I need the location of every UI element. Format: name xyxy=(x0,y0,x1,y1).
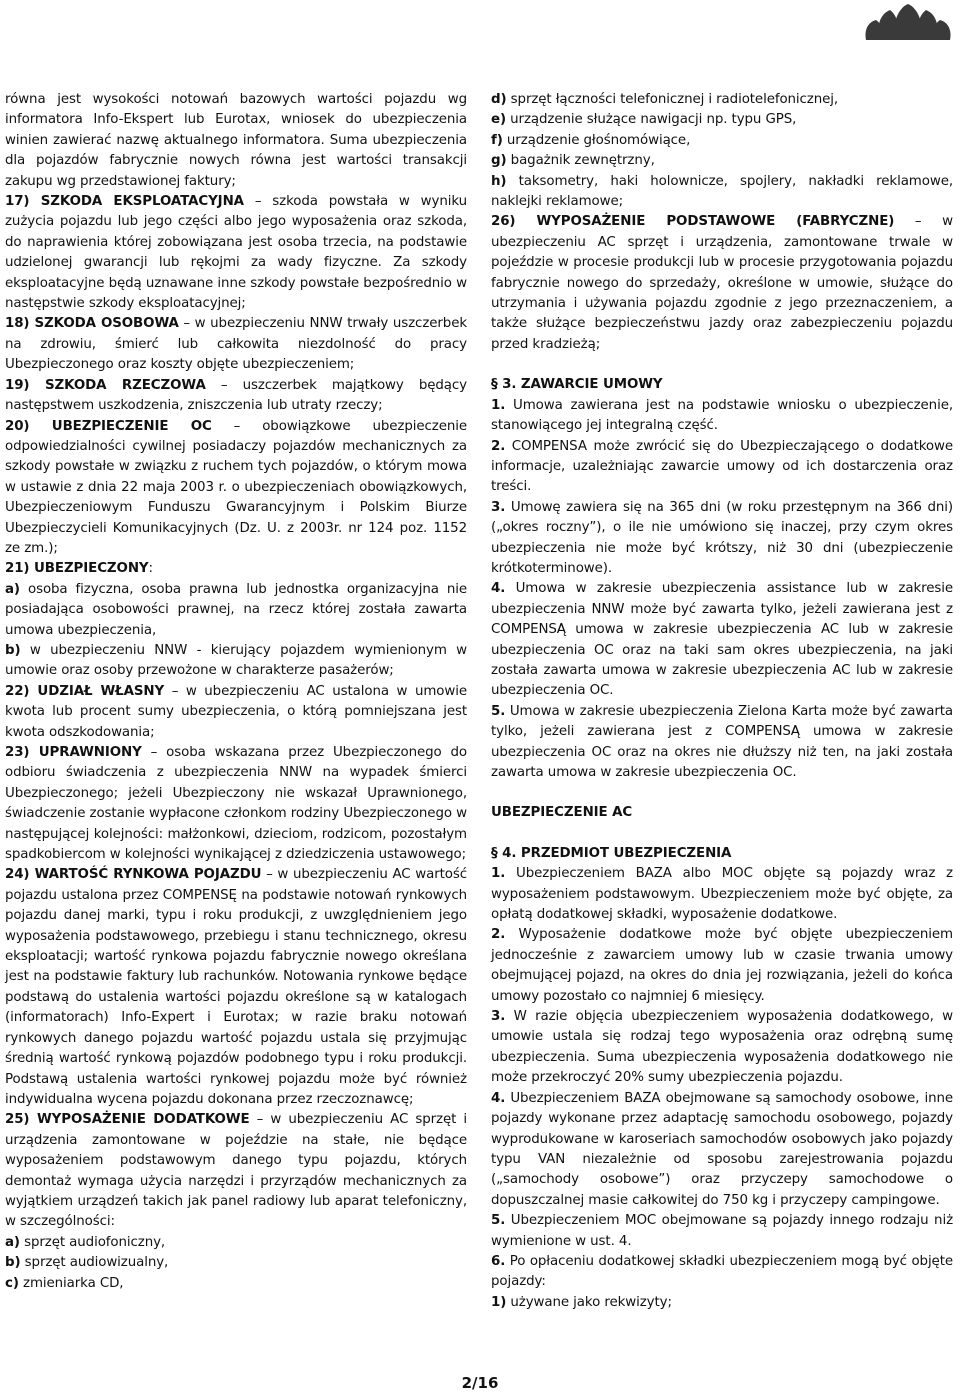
paragraph-text: – osoba wskazana przez Ubezpieczonego do odbioru świadczenia z ubezpieczenia NNW na wypadek śmierci Ubezpieczonego; jeżeli Ubezpieczony nie wskazał Uprawnionego, świadczenie zostanie wypłacone członkom rodziny Ubezpieczonego w następującej kolejności: małżonkowi, dzieciom, rodzicom, pozostałym spadkobiercom w kolejności wynikającej z dziedziczenia ustawowego; xyxy=(5,745,467,863)
paragraph-label: 3. xyxy=(491,499,506,515)
paragraph-text: bagażnik zewnętrzny, xyxy=(506,153,655,169)
paragraph-text: Po opłaceniu dodatkowej składki ubezpieczeniem mogą być objęte pojazdy: xyxy=(491,1253,953,1290)
paragraph-text: – uszczerbek majątkowy będący następstwem uszkodzenia, zniszczenia lub utraty rzeczy; xyxy=(5,377,467,414)
paragraph-text: w ubezpieczeniu NNW - kierujący pojazdem wymienionym w umowie oraz osoby przewożone w charakterze pasażerów; xyxy=(5,642,467,679)
paragraph-label: f) xyxy=(491,132,503,148)
paragraph-text: Ubezpieczeniem MOC obejmowane są pojazdy innego rodzaju niż wymienione w ust. 4. xyxy=(491,1213,953,1249)
paragraph xyxy=(491,437,953,498)
paragraph xyxy=(491,1089,953,1211)
section-heading: § 3. ZAWARCIE UMOWY xyxy=(491,377,663,393)
paragraph-label: b) xyxy=(5,1255,21,1271)
paragraph xyxy=(491,151,953,171)
paragraph-text: W razie objęcia ubezpieczeniem wyposażenia dodatkowego, w umowie ustala się rodzaj tego wyposażenia oraz odrębną sumę ubezpieczenia. Suma ubezpieczenia wyposażenia dodatkowego nie może przekroczyć 20% sumy ubezpieczenia pojazdu. xyxy=(491,1009,953,1086)
paragraph-text: zmieniarka CD, xyxy=(18,1275,124,1291)
paragraph-text: równa jest wysokości notowań bazowych wartości pojazdu wg informatora Info-Ekspert lub Eurotax, wniosek do ubezpieczenia winien zawierać nazwę aktualnego informatora. Suma ubezpieczenia dla pojazdów fabrycznie nowych równa jest wartości transakcji zakupu wg przedstawionej faktury; xyxy=(5,92,467,189)
paragraph xyxy=(5,1274,467,1294)
paragraph-label: e) xyxy=(491,112,507,128)
paragraph xyxy=(491,212,953,355)
paragraph xyxy=(5,417,467,560)
paragraph xyxy=(5,376,467,417)
paragraph xyxy=(491,131,953,151)
fan-shell-logo-icon xyxy=(862,0,954,42)
paragraph-label: 22) UDZIAŁ WŁASNY xyxy=(5,683,165,699)
paragraph-label: 1. xyxy=(491,866,506,882)
paragraph xyxy=(491,925,953,1007)
paragraph-text: Ubezpieczeniem BAZA albo MOC objęte są pojazdy wraz z wyposażeniem podstawowym. Ubezpieczeniem może być objęte, za opłatą dodatkowej składki, wyposażenie dodatkowe. xyxy=(491,866,953,923)
paragraph xyxy=(5,192,467,314)
paragraph xyxy=(491,1293,953,1313)
paragraph-label: 6. xyxy=(491,1253,506,1269)
paragraph-text: sprzęt audiowizualny, xyxy=(20,1255,169,1271)
spacer xyxy=(491,783,953,803)
paragraph xyxy=(491,1007,953,1089)
paragraph xyxy=(5,1233,467,1253)
paragraph xyxy=(5,1110,467,1232)
paragraph xyxy=(491,702,953,784)
paragraph-text: – obowiązkowe ubezpieczenie odpowiedzialności cywilnej posiadaczy pojazdów mechanicznych za szkody powstałe w związku z ruchem tych pojazdów, o którym mowa w ustawie z dnia 22 maja 2003 r. o ubezpieczeniach obowiązkowych, Ubezpieczeniowym Funduszu Gwarancyjnym i Polskim Biurze Ubezpieczycieli Komunikacyjnych (Dz. U. z 2003r. nr 124 poz. 1152 ze zm.); xyxy=(5,418,467,556)
paragraph-label: d) xyxy=(491,92,507,107)
paragraph-label: 17) SZKODA EKSPLOATACYJNA xyxy=(5,194,244,210)
paragraph-label: 21) UBEZPIECZONY xyxy=(5,561,149,577)
paragraph xyxy=(5,580,467,641)
paragraph-text: Ubezpieczeniem BAZA obejmowane są samochody osobowe, inne pojazdy wykonane przez adaptację samochodu osobowego, pojazdy wyprodukowane w karoseriach samochodów osobowych jako pojazdy typu VAN niezależnie od sposobu zarejestrowania pojazdu („samochody osobowe”) oraz przyczepy samochodowe o dopuszczalnej masie całkowitej do 750 kg i przyczepy campingowe. xyxy=(491,1090,953,1208)
paragraph-text: sprzęt audiofoniczny, xyxy=(19,1234,166,1250)
paragraph xyxy=(5,682,467,743)
left-column xyxy=(5,90,467,1294)
paragraph-text: Wyposażenie dodatkowe może być objęte ubezpieczeniem jednocześnie z zawarciem umowy lub w czasie trwania umowy obejmującej pojazd, na okres do dnia jej rozwiązania, jeżeli do końca umowy pozostało co najmniej 6 miesięcy. xyxy=(491,927,953,1004)
paragraph-text: Umowa zawierana jest na podstawie wniosku o ubezpieczenie, stanowiącego jej integralną część. xyxy=(491,397,953,434)
paragraph xyxy=(491,1252,953,1293)
paragraph-text: – szkoda powstała w wyniku zużycia pojazdu lub jego części albo jego wyposażenia oraz szkoda, do naprawienia której zobowiązana jest osoba trzecia, na podstawie udzielonej gwarancji lub rękojmi za wady fizyczne. Za szkody eksploatacyjne będą uznawane inne szkody powstałe bezpośrednio w następstwie szkody eksploatacyjnej; xyxy=(5,194,467,312)
paragraph-label: 25) WYPOSAŻENIE DODATKOWE xyxy=(5,1112,250,1128)
paragraph-text: – w ubezpieczeniu AC ustalona w umowie kwota lub procent sumy ubezpieczenia, o którą pomniejszana jest kwota odszkodowania; xyxy=(5,683,467,740)
paragraph-text: – w ubezpieczeniu AC sprzęt i urządzenia zamontowane w pojeździe na stałe, nie będące wyposażeniem podstawowym danego typu pojazdu, których demontaż wymaga użycia narzędzi i przyrządów mechanicznych za wyjątkiem urządzeń takich jak panel radiowy lub aparat telefoniczny, w szczególności: xyxy=(5,1112,467,1230)
paragraph-text: : xyxy=(148,561,153,577)
paragraph-text: osoba fizyczna, osoba prawna lub jednostka organizacyjna nie posiadająca osobowości prawnej, na rzecz której została zawarta umowa ubezpieczenia, xyxy=(5,581,467,638)
paragraph-label: 4. xyxy=(491,581,506,597)
paragraph-label: a) xyxy=(5,1234,20,1250)
paragraph-text: taksometry, haki holownicze, spojlery, nakładki reklamowe, naklejki reklamowe; xyxy=(491,173,953,210)
paragraph-text: Umowa w zakresie ubezpieczenia Zielona Karta może być zawarta tylko, jeżeli zawierana jest z COMPENSĄ umowa w zakresie ubezpieczenia OC oraz na okres nie dłuższy niż ten, na jaki została zawarta umowa w zakresie ubezpieczenia OC. xyxy=(491,703,953,780)
paragraph-label: 23) UPRAWNIONY xyxy=(5,745,142,760)
paragraph-label: 1. xyxy=(491,397,506,413)
paragraph xyxy=(491,864,953,925)
paragraph-label: h) xyxy=(491,173,507,189)
paragraph-label: 4. xyxy=(491,1090,506,1106)
paragraph xyxy=(5,1253,467,1273)
section-heading: UBEZPIECZENIE AC xyxy=(491,805,633,821)
paragraph-label: c) xyxy=(5,1275,19,1291)
paragraph xyxy=(491,396,953,437)
paragraph-label: 20) UBEZPIECZENIE OC xyxy=(5,418,212,434)
spacer xyxy=(491,824,953,844)
paragraph xyxy=(5,743,467,865)
paragraph xyxy=(5,865,467,1110)
right-column xyxy=(491,90,953,1313)
section-heading: § 4. PRZEDMIOT UBEZPIECZENIA xyxy=(491,845,732,861)
paragraph xyxy=(5,641,467,682)
paragraph xyxy=(491,579,953,701)
paragraph-label: 1) xyxy=(491,1294,507,1310)
paragraph-label: 18) SZKODA OSOBOWA xyxy=(5,316,179,332)
paragraph xyxy=(5,559,467,579)
paragraph xyxy=(491,90,953,110)
paragraph xyxy=(5,90,467,192)
paragraph-text: urządzenie głośnomówiące, xyxy=(502,132,691,148)
paragraph-label: g) xyxy=(491,153,507,169)
paragraph-text: – w ubezpieczeniu NNW trwały uszczerbek na zdrowiu, śmierć lub całkowita niezdolność do pracy Ubezpieczonego oraz koszty objęte ubezpieczeniem; xyxy=(5,316,467,373)
page-number: 2/16 xyxy=(461,1374,499,1392)
paragraph xyxy=(5,314,467,375)
paragraph-label: 26) WYPOSAŻENIE PODSTAWOWE (FABRYCZNE) xyxy=(491,214,895,230)
paragraph-label: 5. xyxy=(491,703,506,719)
paragraph xyxy=(491,498,953,580)
paragraph-text: – w ubezpieczeniu AC wartość pojazdu ustalona przez COMPENSĘ na podstawie notowań rynkowych pojazdu danej marki, typu i roku produkcji, z uwzględnieniem jego wyposażenia podstawowego, przebiegu i stanu technicznego, okresu eksploatacji; wartość rynkowa pojazdu fabrycznie nowego określana jest na podstawie faktury lub rachunków. Notowania rynkowe będące podstawą do ustalenia wartości pojazdu określone są w katalogach (informatorach) Info-Expert i Eurotax; w razie braku notowań rynkowych danego pojazdu wartość pojazdu ustala się przyjmując średnią wartość rynkową pojazdów podobnego typu i roku produkcji. Podstawą ustalenia wartości rynkowej pojazdu może być również indywidualna wycena pojazdu dokonana przez rzeczoznawcę; xyxy=(5,867,467,1107)
paragraph xyxy=(491,172,953,213)
paragraph-label: 2. xyxy=(491,927,506,943)
paragraph xyxy=(491,1211,953,1252)
paragraph xyxy=(491,110,953,130)
paragraph-text: – w ubezpieczeniu AC sprzęt i urządzenia, zamontowane trwale w pojeździe w procesie produkcji lub w procesie przygotowania pojazdu fabrycznie nowego do sprzedaży, określone w umowie, służące do utrzymania i używania pojazdu zgodnie z jego przeznaczeniem, a także służące bezpieczeństwu jazdy oraz zabezpieczeniu pojazdu przed kradzieżą; xyxy=(491,214,954,352)
paragraph-label: 5. xyxy=(491,1213,506,1229)
paragraph-text: sprzęt łączności telefonicznej i radiotelefonicznej, xyxy=(506,92,839,107)
paragraph-text: używane jako rekwizyty; xyxy=(506,1294,672,1310)
paragraph-label: b) xyxy=(5,642,21,658)
paragraph-text: urządzenie służące nawigacji np. typu GPS, xyxy=(506,112,797,128)
paragraph-label: 19) SZKODA RZECZOWA xyxy=(5,377,206,393)
paragraph-text: Umowa w zakresie ubezpieczenia assistance lub w zakresie ubezpieczenia NNW może być zawarta tylko, jeżeli zawierana jest z COMPENSĄ umowa w zakresie ubezpieczenia AC lub w zakresie ubezpieczenia OC oraz na taki sam okres ubezpieczenia, na jaki została zawarta umowa w zakresie ubezpieczenia AC lub w zakresie ubezpieczenia OC. xyxy=(491,581,953,699)
paragraph-text: COMPENSA może zwrócić się do Ubezpieczającego o dodatkowe informacje, uzależniając zawarcie umowy od ich dostarczenia oraz treści. xyxy=(491,438,953,495)
paragraph-label: 2. xyxy=(491,438,506,454)
paragraph-text: Umowę zawiera się na 365 dni (w roku przestępnym na 366 dni) („okres roczny”), o ile nie umówiono się inaczej, przy czym okres ubezpieczenia nie może być krótszy, niż 30 dni (ubezpieczenie krótkoterminowe). xyxy=(491,499,953,576)
spacer xyxy=(491,355,953,375)
paragraph-label: a) xyxy=(5,581,20,597)
paragraph-label: 24) WARTOŚĆ RYNKOWA POJAZDU xyxy=(5,867,262,883)
paragraph-label: 3. xyxy=(491,1009,506,1025)
